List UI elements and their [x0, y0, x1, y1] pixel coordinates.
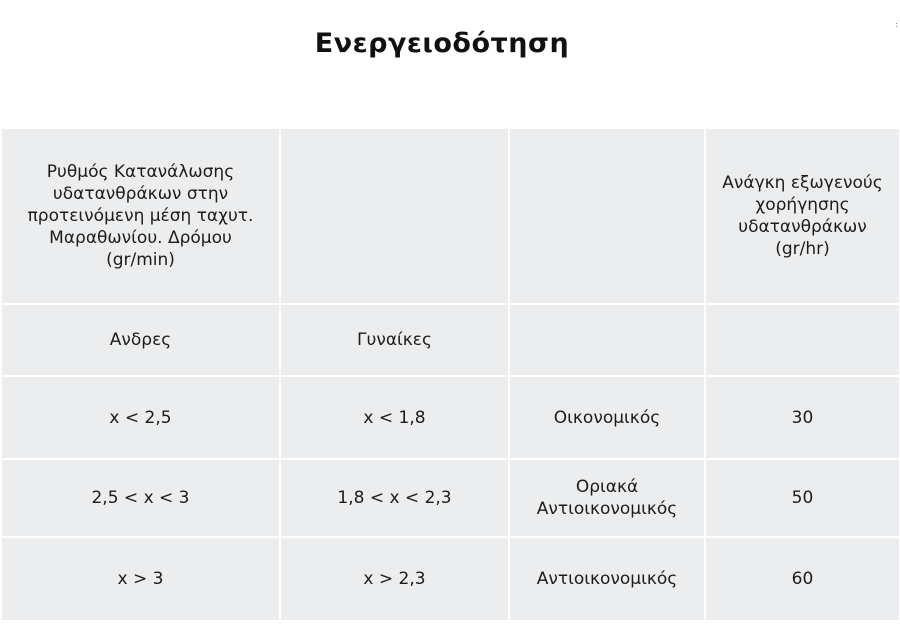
table-row [1, 537, 900, 621]
corner-mark: : [895, 20, 898, 29]
carbohydrate-table [0, 127, 900, 622]
table-header-row [1, 128, 900, 304]
subheader-empty-4 [705, 304, 900, 376]
page-title: Ενεργειοδότηση [314, 28, 570, 59]
header-empty-3 [509, 128, 705, 304]
subheader-men: Ανδρες [1, 304, 280, 376]
table-row [1, 376, 900, 459]
table-subheader-row [1, 304, 900, 376]
header-exogenous-need: Ανάγκη εξωγενούς χορήγησης υδατανθράκων (gr/hr) [705, 128, 900, 304]
cell-need: 30 [705, 376, 900, 459]
cell-rating: Αντιοικονομικός [509, 537, 705, 621]
cell-need: 60 [705, 537, 900, 621]
cell-men: x < 2,5 [1, 376, 280, 459]
cell-need: 50 [705, 459, 900, 537]
cell-women: 1,8 < x < 2,3 [280, 459, 509, 537]
cell-men: x > 3 [1, 537, 280, 621]
header-consumption-rate: Ρυθμός Κατανάλωσης υδατανθράκων στην προτεινόμενη μέση ταχυτ. Μαραθωνίου. Δρόμου (gr/min) [1, 128, 280, 304]
cell-rating: Οριακά Αντιοικονομικός [509, 459, 705, 537]
subheader-empty-3 [509, 304, 705, 376]
cell-women: x < 1,8 [280, 376, 509, 459]
subheader-women: Γυναίκες [280, 304, 509, 376]
cell-rating: Οικονομικός [509, 376, 705, 459]
cell-men: 2,5 < x < 3 [1, 459, 280, 537]
header-empty-2 [280, 128, 509, 304]
table-row [1, 459, 900, 537]
cell-women: x > 2,3 [280, 537, 509, 621]
